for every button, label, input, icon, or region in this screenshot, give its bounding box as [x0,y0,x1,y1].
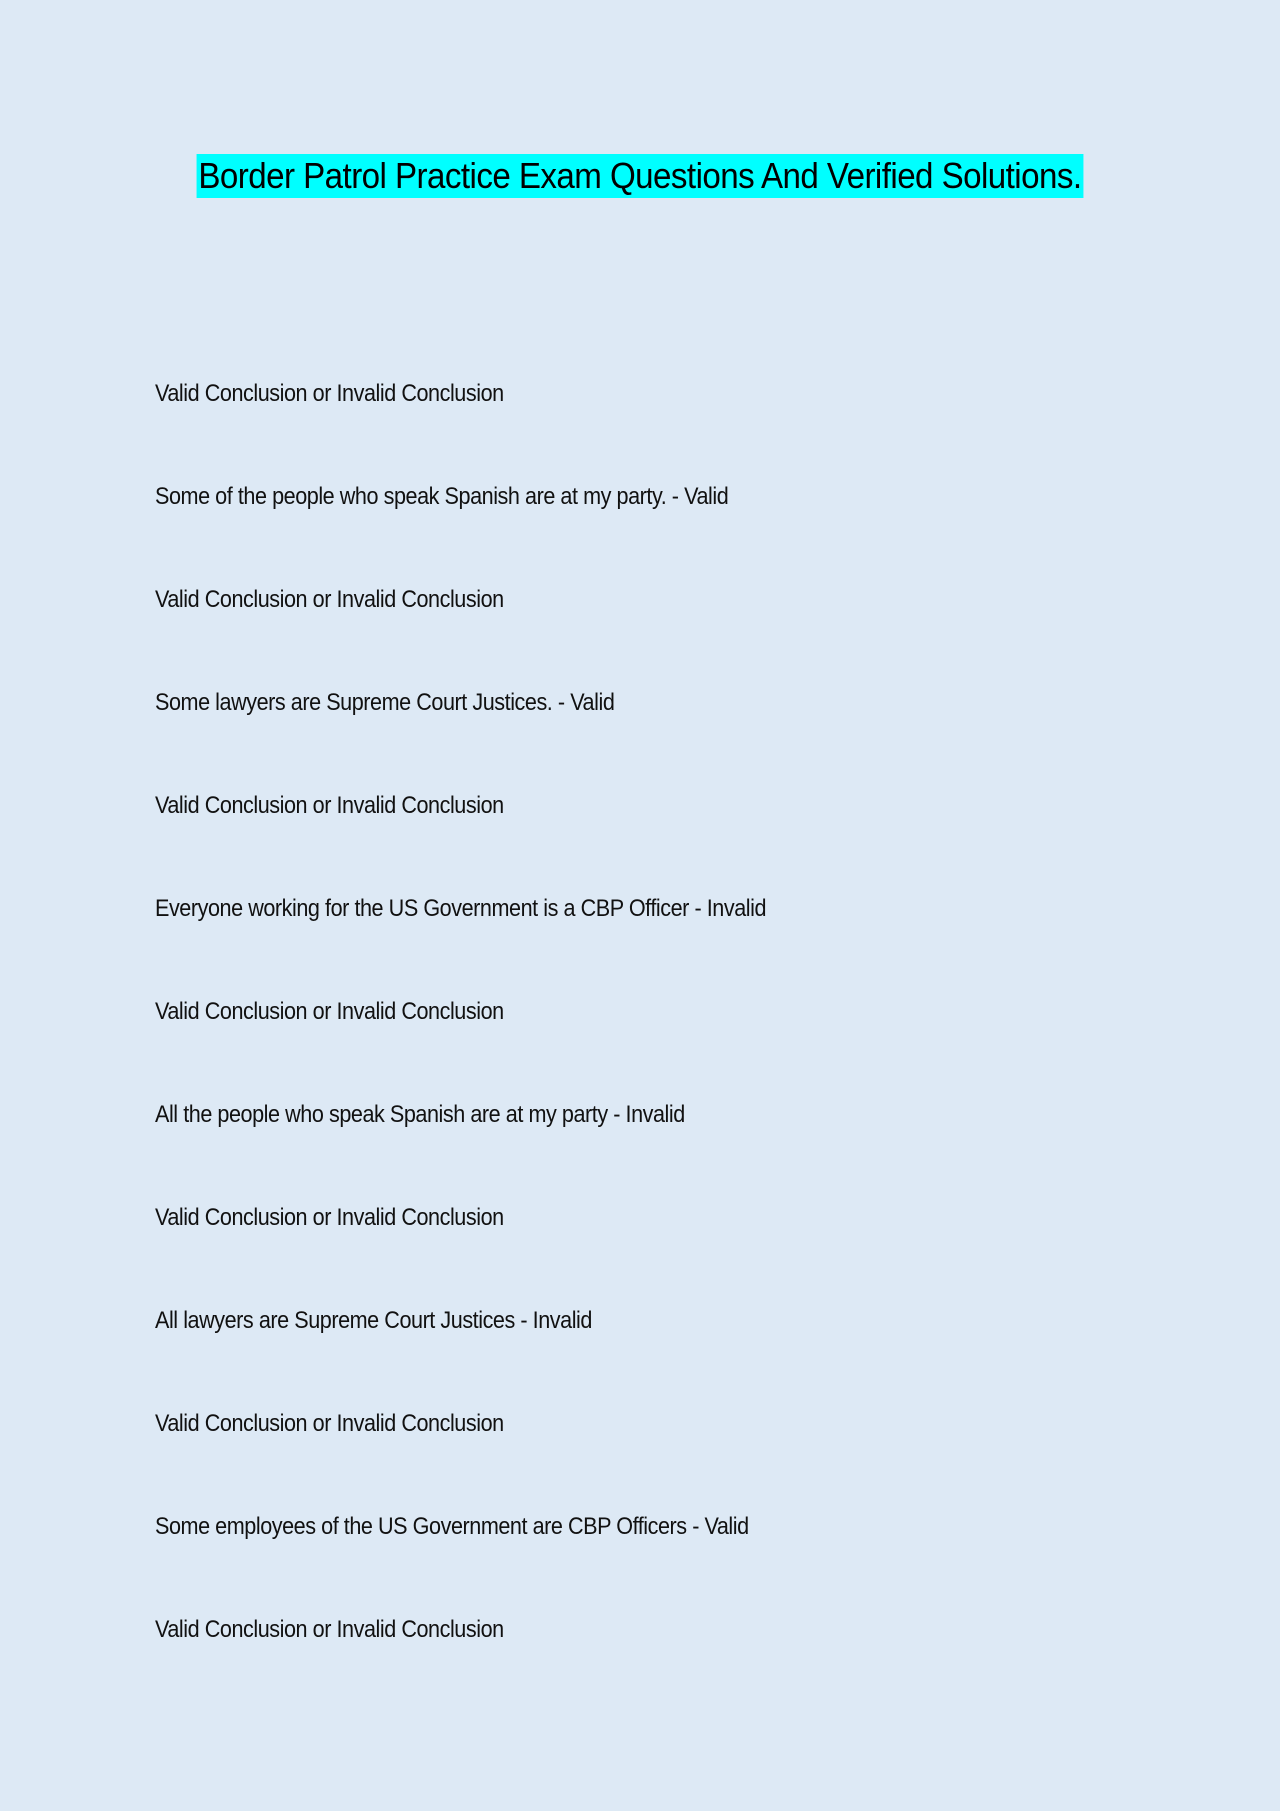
question-prompt: Valid Conclusion or Invalid Conclusion [155,1204,504,1231]
question-prompt: Valid Conclusion or Invalid Conclusion [155,586,504,613]
answer-line: All the people who speak Spanish are at my party - Invalid [155,1101,685,1128]
question-prompt: Valid Conclusion or Invalid Conclusion [155,998,504,1025]
question-prompt: Valid Conclusion or Invalid Conclusion [155,1616,504,1643]
question-prompt: Valid Conclusion or Invalid Conclusion [155,380,504,407]
answer-line: All lawyers are Supreme Court Justices - Invalid [155,1307,592,1334]
question-prompt: Valid Conclusion or Invalid Conclusion [155,1410,504,1437]
answer-line: Everyone working for the US Government is a CBP Officer - Invalid [155,895,767,922]
title-container [0,154,1280,198]
answer-line: Some of the people who speak Spanish are at my party. - Valid [155,483,729,510]
question-list [155,374,1155,1713]
answer-line: Some employees of the US Government are CBP Officers - Valid [155,1513,749,1540]
question-prompt: Valid Conclusion or Invalid Conclusion [155,792,504,819]
document-title: Border Patrol Practice Exam Questions And Verified Solutions. [198,155,1082,196]
answer-line: Some lawyers are Supreme Court Justices. - Valid [155,689,615,716]
